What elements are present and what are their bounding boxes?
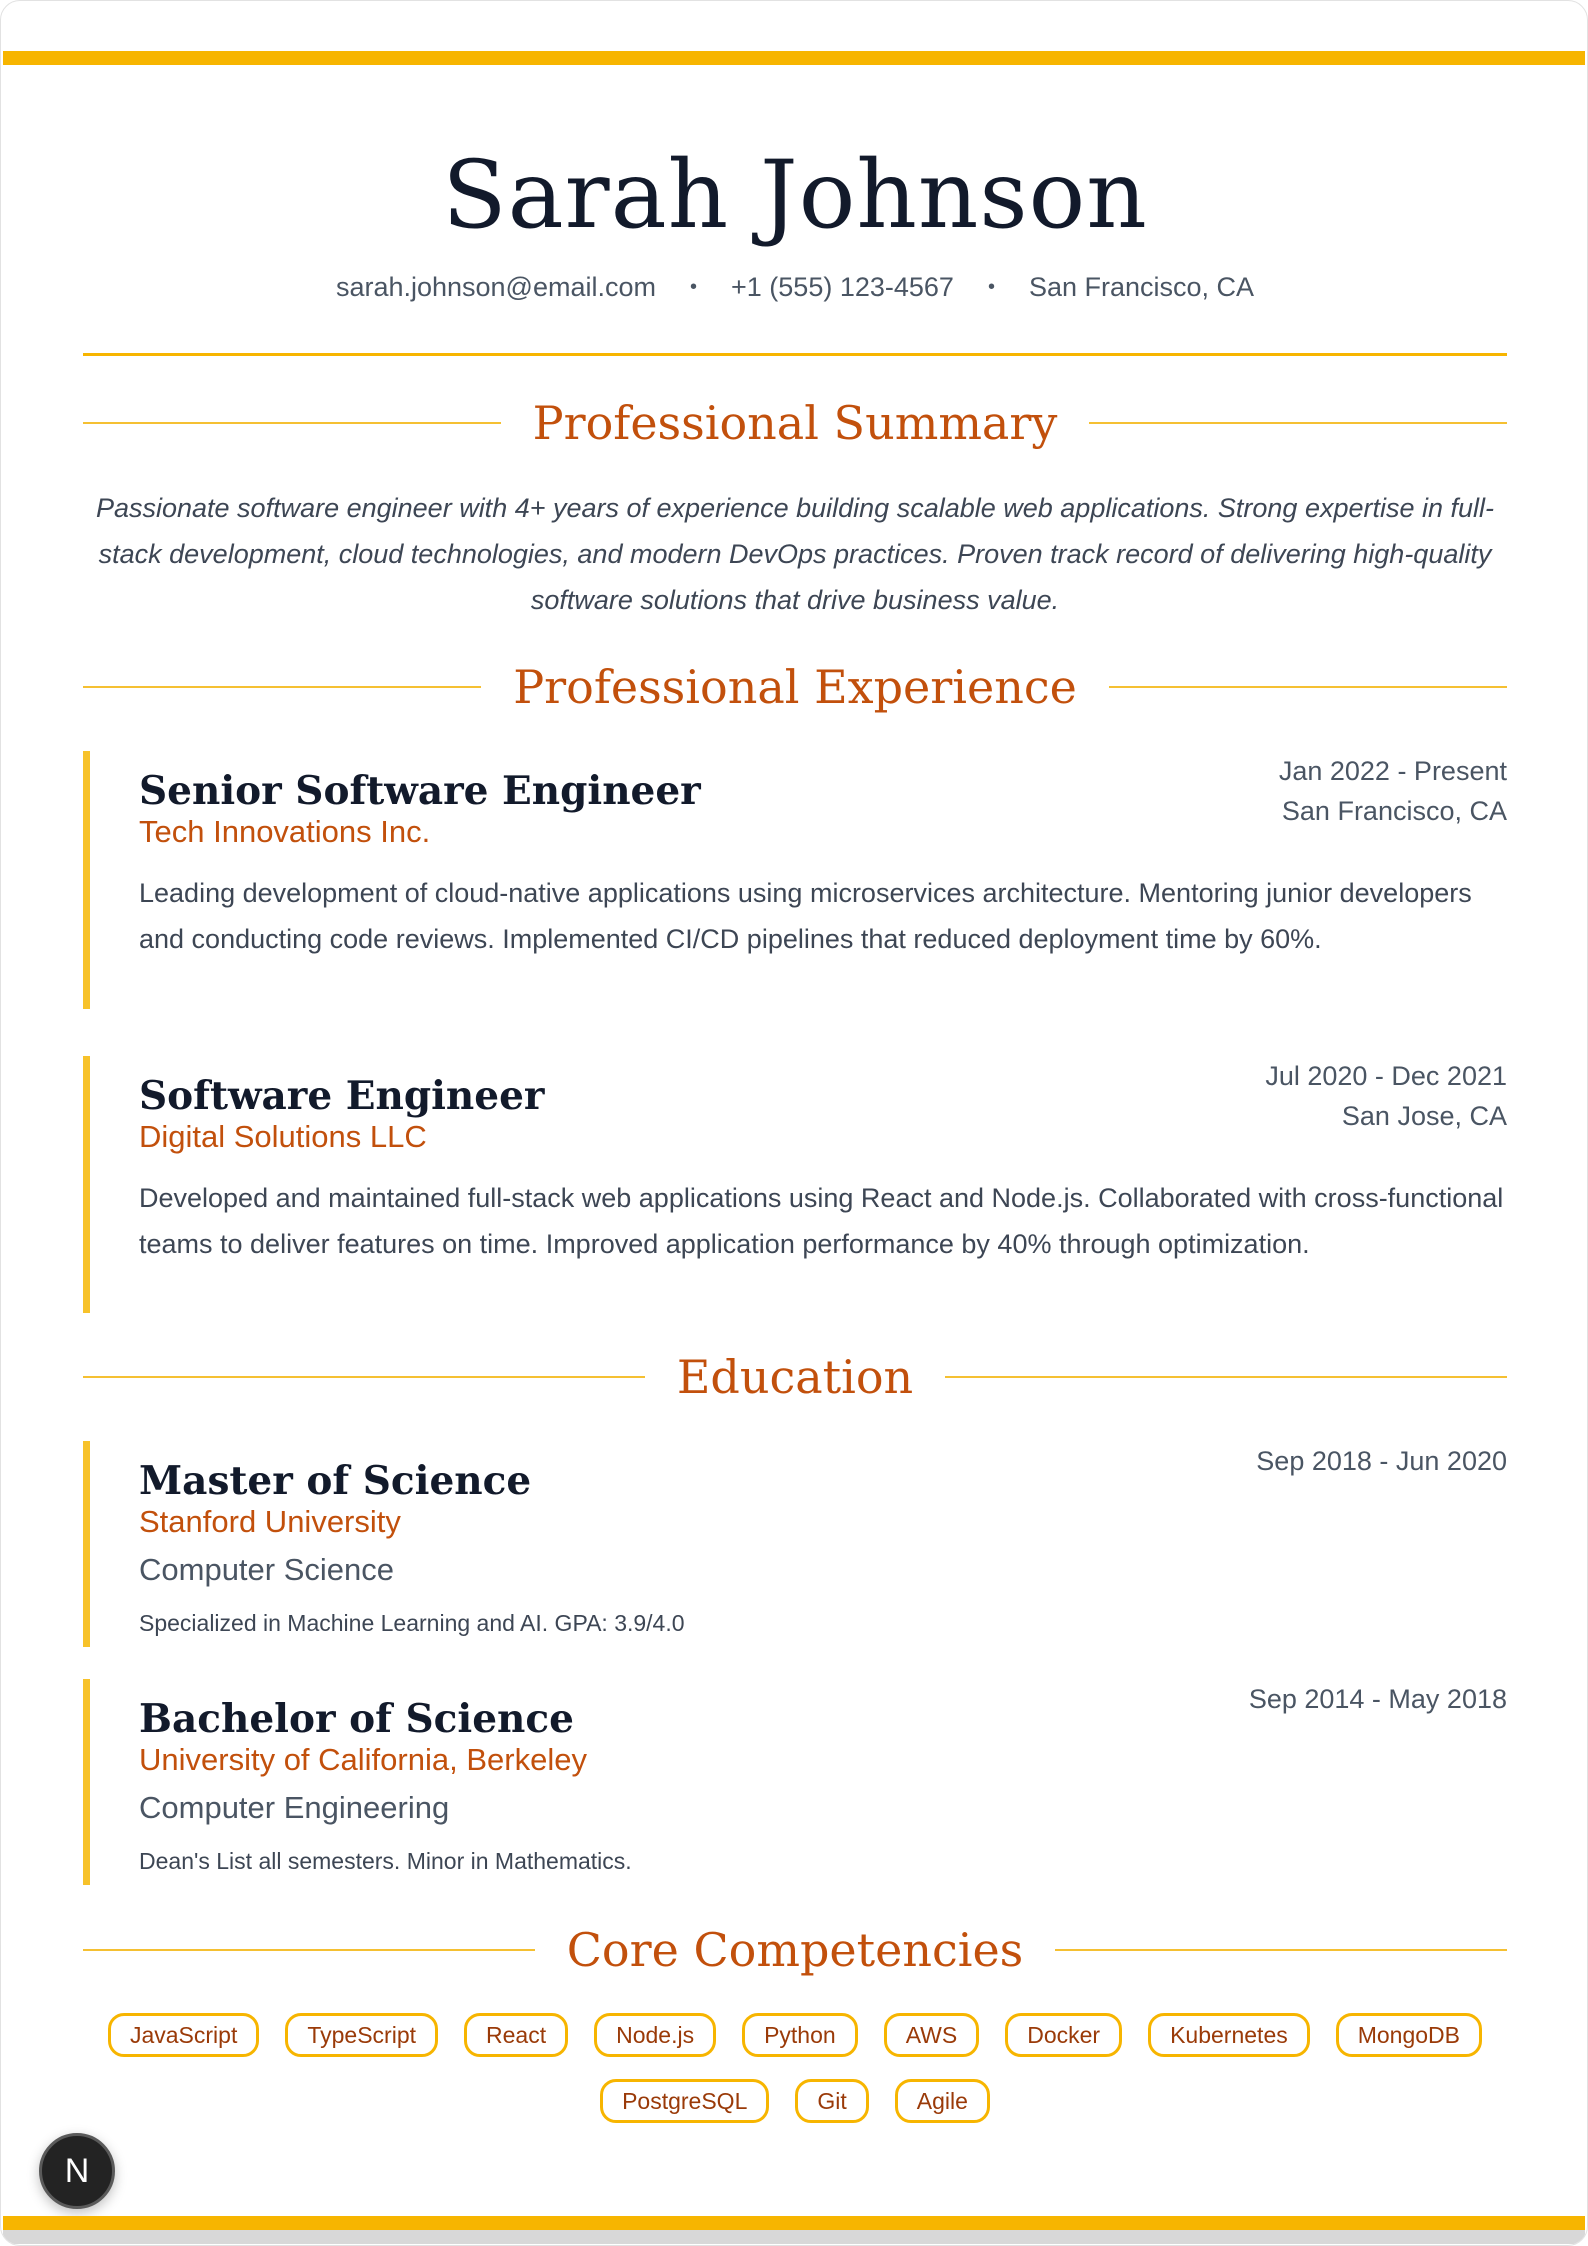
skill-tag: JavaScript xyxy=(108,2013,259,2057)
bottom-edge xyxy=(3,2230,1585,2244)
skill-tag: Kubernetes xyxy=(1148,2013,1310,2057)
bottom-accent-bar xyxy=(3,2216,1585,2230)
divider-line xyxy=(1109,686,1507,688)
education-dates: Sep 2018 - Jun 2020 xyxy=(1256,1446,1507,1476)
job-dates: Jan 2022 - Present xyxy=(1278,756,1507,786)
job-location: San Francisco, CA xyxy=(1281,796,1507,826)
education-entry xyxy=(83,1679,1507,1885)
summary-text: Passionate software engineer with 4+ years of experience building scalable web applications. Strong expertise in full-stack development, cloud technologies, and modern DevOps practices. Proven track record of delivering high-quality software solutions that drive business value. xyxy=(95,493,1495,615)
education-note: Specialized in Machine Learning and AI. GPA: 3.9/4.0 xyxy=(139,1610,685,1636)
experience-entry xyxy=(83,1056,1507,1313)
skills-list xyxy=(83,2013,1507,2123)
header-divider xyxy=(83,353,1507,356)
skill-tag: Node.js xyxy=(594,2013,716,2057)
divider-line xyxy=(83,1949,535,1951)
job-title: Software Engineer xyxy=(139,1073,545,1119)
section-title: Professional Experience xyxy=(513,660,1077,714)
degree-title: Master of Science xyxy=(139,1458,532,1504)
top-accent-bar xyxy=(3,51,1585,65)
contact-location: San Francisco, CA xyxy=(1028,271,1255,302)
skill-tag: MongoDB xyxy=(1336,2013,1482,2057)
job-title: Senior Software Engineer xyxy=(139,768,701,814)
dev-tools-badge[interactable]: N xyxy=(39,2133,115,2209)
field-of-study: Computer Engineering xyxy=(139,1790,450,1825)
divider-line xyxy=(83,1376,645,1378)
skill-tag: React xyxy=(464,2013,568,2057)
field-of-study: Computer Science xyxy=(139,1552,395,1587)
education-entry xyxy=(83,1441,1507,1647)
section-heading-summary xyxy=(83,391,1507,455)
section-title: Education xyxy=(676,1350,914,1404)
job-description: Leading development of cloud-native applications using microservices architecture. Mentoring junior developers and conducting code reviews. Implemented CI/CD pipelines that reduced deployment time by 60%. xyxy=(139,878,1472,954)
skill-tag: Git xyxy=(795,2079,868,2123)
company-name: Tech Innovations Inc. xyxy=(139,814,431,849)
contact-email[interactable]: sarah.johnson@email.com xyxy=(335,271,656,302)
school-name: Stanford University xyxy=(139,1504,401,1539)
skill-tag: PostgreSQL xyxy=(600,2079,769,2123)
divider-line xyxy=(83,422,501,424)
section-title: Professional Summary xyxy=(532,396,1058,450)
education-dates: Sep 2014 - May 2018 xyxy=(1248,1684,1507,1714)
section-heading-experience xyxy=(83,655,1507,719)
job-dates: Jul 2020 - Dec 2021 xyxy=(1265,1061,1507,1091)
school-name: University of California, Berkeley xyxy=(139,1742,587,1777)
divider-line xyxy=(1055,1949,1507,1951)
contact-separator: • xyxy=(987,275,995,298)
section-title: Core Competencies xyxy=(566,1923,1024,1977)
skill-tag: Agile xyxy=(895,2079,990,2123)
divider-line xyxy=(83,686,481,688)
section-heading-skills xyxy=(83,1918,1507,1982)
job-description: Developed and maintained full-stack web applications using React and Node.js. Collaborated with cross-functional teams to deliver features on time. Improved application performance by 40% through optimization. xyxy=(139,1183,1504,1259)
skill-tag: Python xyxy=(742,2013,858,2057)
experience-entry xyxy=(83,751,1507,1009)
skill-tag: Docker xyxy=(1005,2013,1122,2057)
divider-line xyxy=(945,1376,1507,1378)
education-note: Dean's List all semesters. Minor in Mathematics. xyxy=(139,1848,632,1874)
degree-title: Bachelor of Science xyxy=(139,1696,574,1742)
contact-phone[interactable]: +1 (555) 123-4567 xyxy=(731,271,954,302)
job-location: San Jose, CA xyxy=(1341,1101,1507,1131)
company-name: Digital Solutions LLC xyxy=(139,1119,427,1154)
contact-separator: • xyxy=(690,275,698,298)
contact-line xyxy=(1,267,1588,307)
skill-tag: AWS xyxy=(884,2013,980,2057)
candidate-name: Sarah Johnson xyxy=(442,141,1148,250)
section-heading-education xyxy=(83,1345,1507,1409)
divider-line xyxy=(1089,422,1507,424)
skill-tag: TypeScript xyxy=(285,2013,438,2057)
